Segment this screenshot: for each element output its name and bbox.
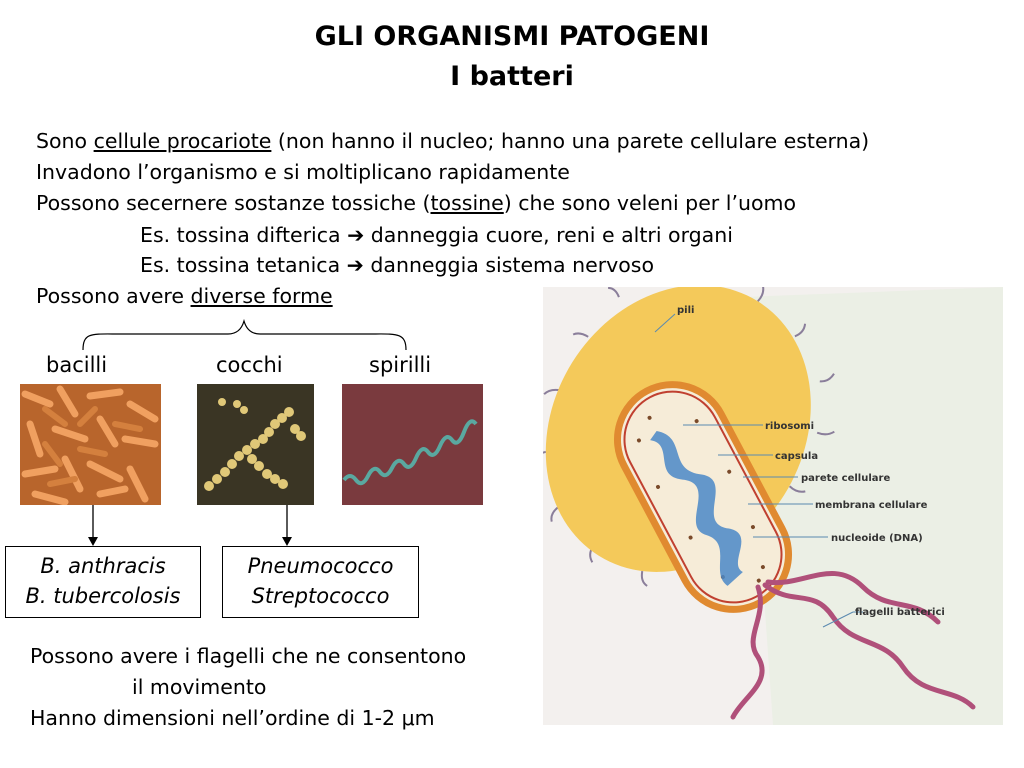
underlined-term: diverse forme — [190, 284, 333, 308]
label-spirilli: spirilli — [369, 353, 432, 377]
label-parete-cellulare: parete cellulare — [801, 473, 891, 484]
label-pili: pili — [677, 305, 695, 316]
example-pneumococco: Pneumococco — [247, 554, 394, 578]
text-fragment: danneggia cuore, reni e altri organi — [364, 223, 733, 247]
text-fragment: (non hanno il nucleo; hanno una parete cellulare esterna) — [271, 129, 870, 153]
label-nucleoide: nucleoide (DNA) — [831, 533, 923, 544]
text-line-invadono: Invadono l’organismo e si moltiplicano rapidamente — [36, 160, 570, 184]
example-anthracis: B. anthracis — [40, 554, 166, 578]
text-fragment: Possono secernere sostanze tossiche ( — [36, 191, 431, 215]
text-line-difterica — [140, 220, 733, 251]
spirilli-photo — [342, 384, 483, 505]
slide-subtitle: I batteri — [450, 61, 574, 92]
text-fragment: danneggia sistema nervoso — [363, 253, 655, 277]
text-line-tossine — [36, 188, 796, 219]
text-line-movimento: il movimento — [132, 675, 267, 699]
label-cocchi: cocchi — [216, 353, 283, 377]
arrow-down-icon — [280, 505, 294, 547]
arrow-right-icon: ➔ — [347, 223, 365, 247]
text-line-flagelli: Possono avere i flagelli che ne consentono — [30, 644, 467, 668]
underlined-term: cellule procariote — [93, 129, 272, 153]
text-fragment: Hanno dimensioni nell’ordine di 1-2 — [30, 706, 402, 730]
underlined-term: tossine — [430, 191, 504, 215]
text-line-forme — [36, 281, 333, 312]
curly-brace — [80, 318, 410, 352]
example-streptococco: Streptococco — [251, 584, 390, 608]
label-flagelli: flagelli batterici — [855, 607, 945, 618]
text-line-tetanica — [140, 250, 654, 281]
arrow-right-icon: ➔ — [346, 253, 364, 277]
text-fragment: ) che sono veleni per l’uomo — [503, 191, 797, 215]
example-tubercolosis: B. tubercolosis — [25, 584, 181, 608]
bacterium-illustration — [543, 287, 1003, 725]
bacilli-photo — [20, 384, 161, 505]
unit-micrometer: μm — [401, 706, 435, 730]
bacilli-examples-box — [5, 546, 201, 618]
text-fragment: Sono — [36, 129, 94, 153]
text-line-dimensioni — [30, 703, 435, 734]
arrow-down-icon — [86, 505, 100, 547]
cocchi-examples-box — [222, 546, 419, 618]
label-bacilli: bacilli — [46, 353, 108, 377]
bacterium-diagram — [543, 287, 1003, 725]
label-ribosomi: ribosomi — [765, 421, 815, 432]
text-fragment: Possono avere — [36, 284, 191, 308]
label-membrana-cellulare: membrana cellulare — [815, 500, 928, 511]
cocchi-photo — [197, 384, 314, 505]
label-capsula: capsula — [775, 451, 819, 462]
slide-title: GLI ORGANISMI PATOGENI — [314, 21, 710, 52]
text-fragment: Es. tossina difterica — [140, 223, 348, 247]
text-fragment: Es. tossina tetanica — [140, 253, 347, 277]
text-line-procariote — [36, 126, 869, 157]
